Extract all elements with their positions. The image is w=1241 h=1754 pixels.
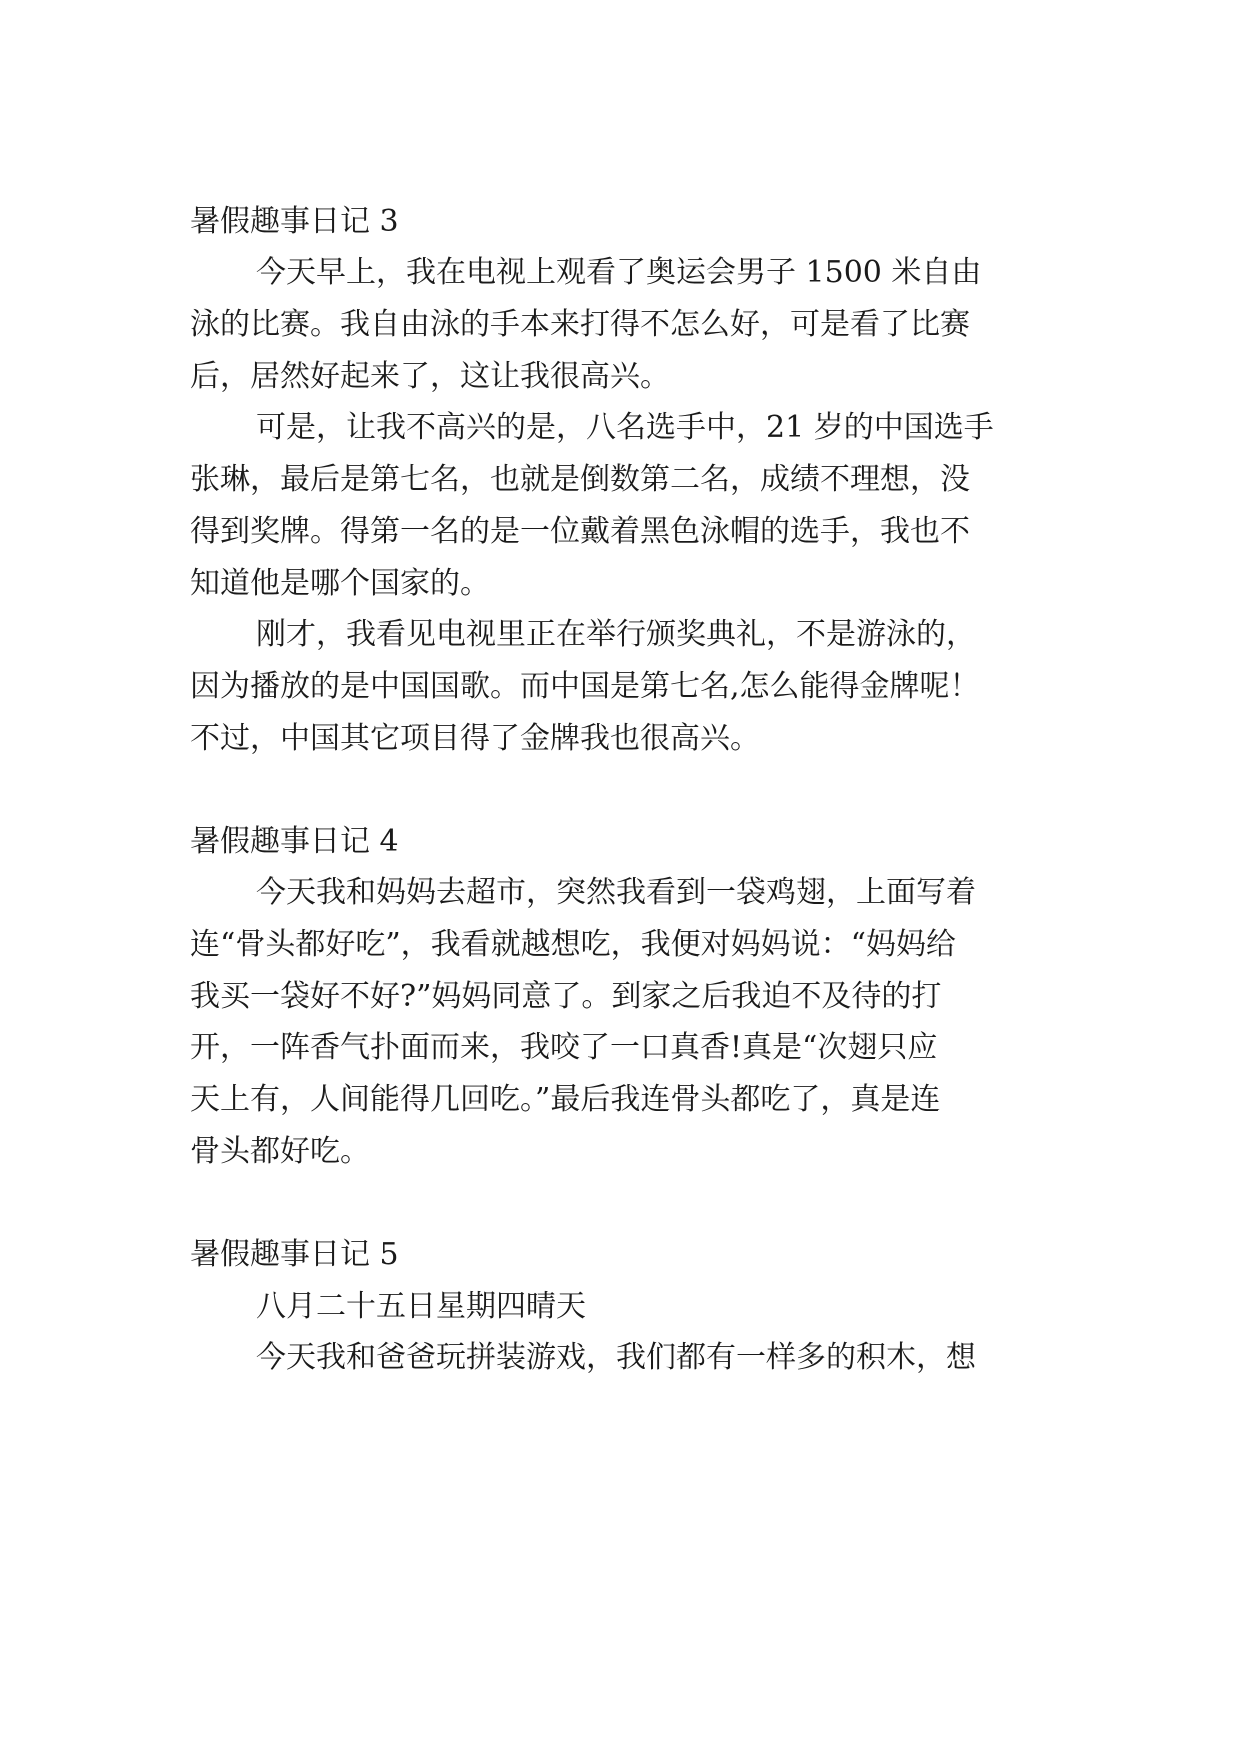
paragraph-line: 连“骨头都好吃”，我看就越想吃，我便对妈妈说：“妈妈给 bbox=[190, 927, 957, 962]
diary-title-4: 暑假趣事日记 4 bbox=[190, 824, 399, 859]
paragraph-line: 因为播放的是中国国歌。而中国是第七名,怎么能得金牌呢！ bbox=[190, 669, 980, 704]
paragraph-line: 张琳，最后是第七名，也就是倒数第二名，成绩不理想，没 bbox=[190, 462, 970, 497]
paragraph-line: 可是，让我不高兴的是，八名选手中，21 岁的中国选手 bbox=[256, 410, 994, 445]
paragraph-line: 知道他是哪个国家的。 bbox=[190, 566, 490, 601]
paragraph-line: 今天早上，我在电视上观看了奥运会男子 1500 米自由 bbox=[256, 255, 982, 290]
paragraph-line: 不过，中国其它项目得了金牌我也很高兴。 bbox=[190, 721, 760, 756]
paragraph-line: 天上有，人间能得几回吃。”最后我连骨头都吃了，真是连 bbox=[190, 1082, 941, 1117]
paragraph-line: 今天我和爸爸玩拼装游戏，我们都有一样多的积木，想 bbox=[256, 1340, 976, 1375]
paragraph-line: 泳的比赛。我自由泳的手本来打得不怎么好，可是看了比赛 bbox=[190, 307, 970, 342]
paragraph-line: 今天我和妈妈去超市，突然我看到一袋鸡翅，上面写着 bbox=[256, 875, 976, 910]
paragraph-line: 后，居然好起来了，这让我很高兴。 bbox=[190, 359, 670, 394]
paragraph-line: 得到奖牌。得第一名的是一位戴着黑色泳帽的选手，我也不 bbox=[190, 514, 970, 549]
paragraph-line: 开，一阵香气扑面而来，我咬了一口真香!真是“次翅只应 bbox=[190, 1030, 938, 1065]
diary-title-5: 暑假趣事日记 5 bbox=[190, 1237, 399, 1272]
diary-title-3: 暑假趣事日记 3 bbox=[190, 204, 399, 239]
paragraph-line: 刚才，我看见电视里正在举行颁奖典礼，不是游泳的， bbox=[256, 617, 976, 652]
paragraph-line: 骨头都好吃。 bbox=[190, 1134, 370, 1169]
date-line: 八月二十五日星期四晴天 bbox=[256, 1289, 586, 1324]
paragraph-line: 我买一袋好不好?”妈妈同意了。到家之后我迫不及待的打 bbox=[190, 979, 942, 1014]
